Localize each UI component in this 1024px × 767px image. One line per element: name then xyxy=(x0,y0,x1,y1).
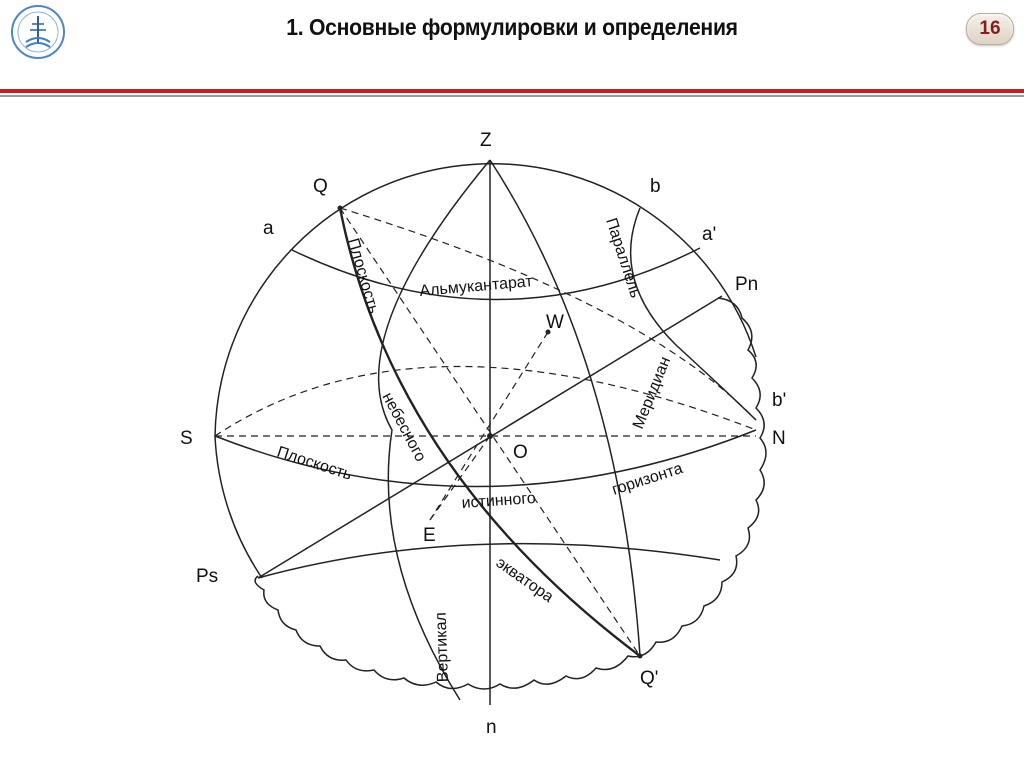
label-center: O xyxy=(513,442,528,463)
label-almucantar-right: a' xyxy=(702,224,717,245)
label-plane-1: Плоскость xyxy=(344,236,382,316)
celestial-sphere-diagram xyxy=(0,100,1024,767)
label-nadir: n xyxy=(486,717,497,738)
label-vertical: Вертикал xyxy=(432,611,452,683)
label-almucantar-left: a xyxy=(263,218,274,239)
label-parallel: Параллель xyxy=(602,215,644,301)
slide-header xyxy=(0,0,1024,96)
true-horizon-back xyxy=(215,366,756,436)
page-number-badge: 16 xyxy=(966,13,1014,45)
label-equator: экватора xyxy=(492,554,557,607)
label-horizon: горизонта xyxy=(609,460,685,499)
point-q-prime xyxy=(638,654,643,659)
label-south-pole: Ps xyxy=(196,566,219,587)
label-parallel-right: b' xyxy=(772,390,787,411)
label-parallel-top: b xyxy=(650,176,661,197)
sphere-outline-left xyxy=(215,436,262,578)
point-q xyxy=(338,206,343,211)
header-divider-red xyxy=(0,89,1024,93)
header-divider-gray xyxy=(0,95,1024,97)
label-almucantar: Альмукантарат xyxy=(418,273,534,300)
slide-title: 1. Основные формулировки и определения xyxy=(286,14,738,40)
label-true: истинного xyxy=(461,489,537,512)
label-equator-top: Q xyxy=(313,176,328,197)
label-north-pole: Pn xyxy=(735,274,759,295)
label-east: E xyxy=(423,525,436,546)
label-north: N xyxy=(772,428,786,449)
label-equator-bottom: Q' xyxy=(640,668,659,689)
label-plane-2: Плоскость xyxy=(274,443,354,484)
label-south: S xyxy=(180,428,193,449)
south-pole-arc xyxy=(258,544,720,578)
center-point xyxy=(487,433,493,439)
label-celestial: небесного xyxy=(378,389,429,465)
label-meridian: Меридиан xyxy=(629,354,675,432)
label-west: W xyxy=(546,312,564,333)
label-zenith: Z xyxy=(480,130,492,151)
